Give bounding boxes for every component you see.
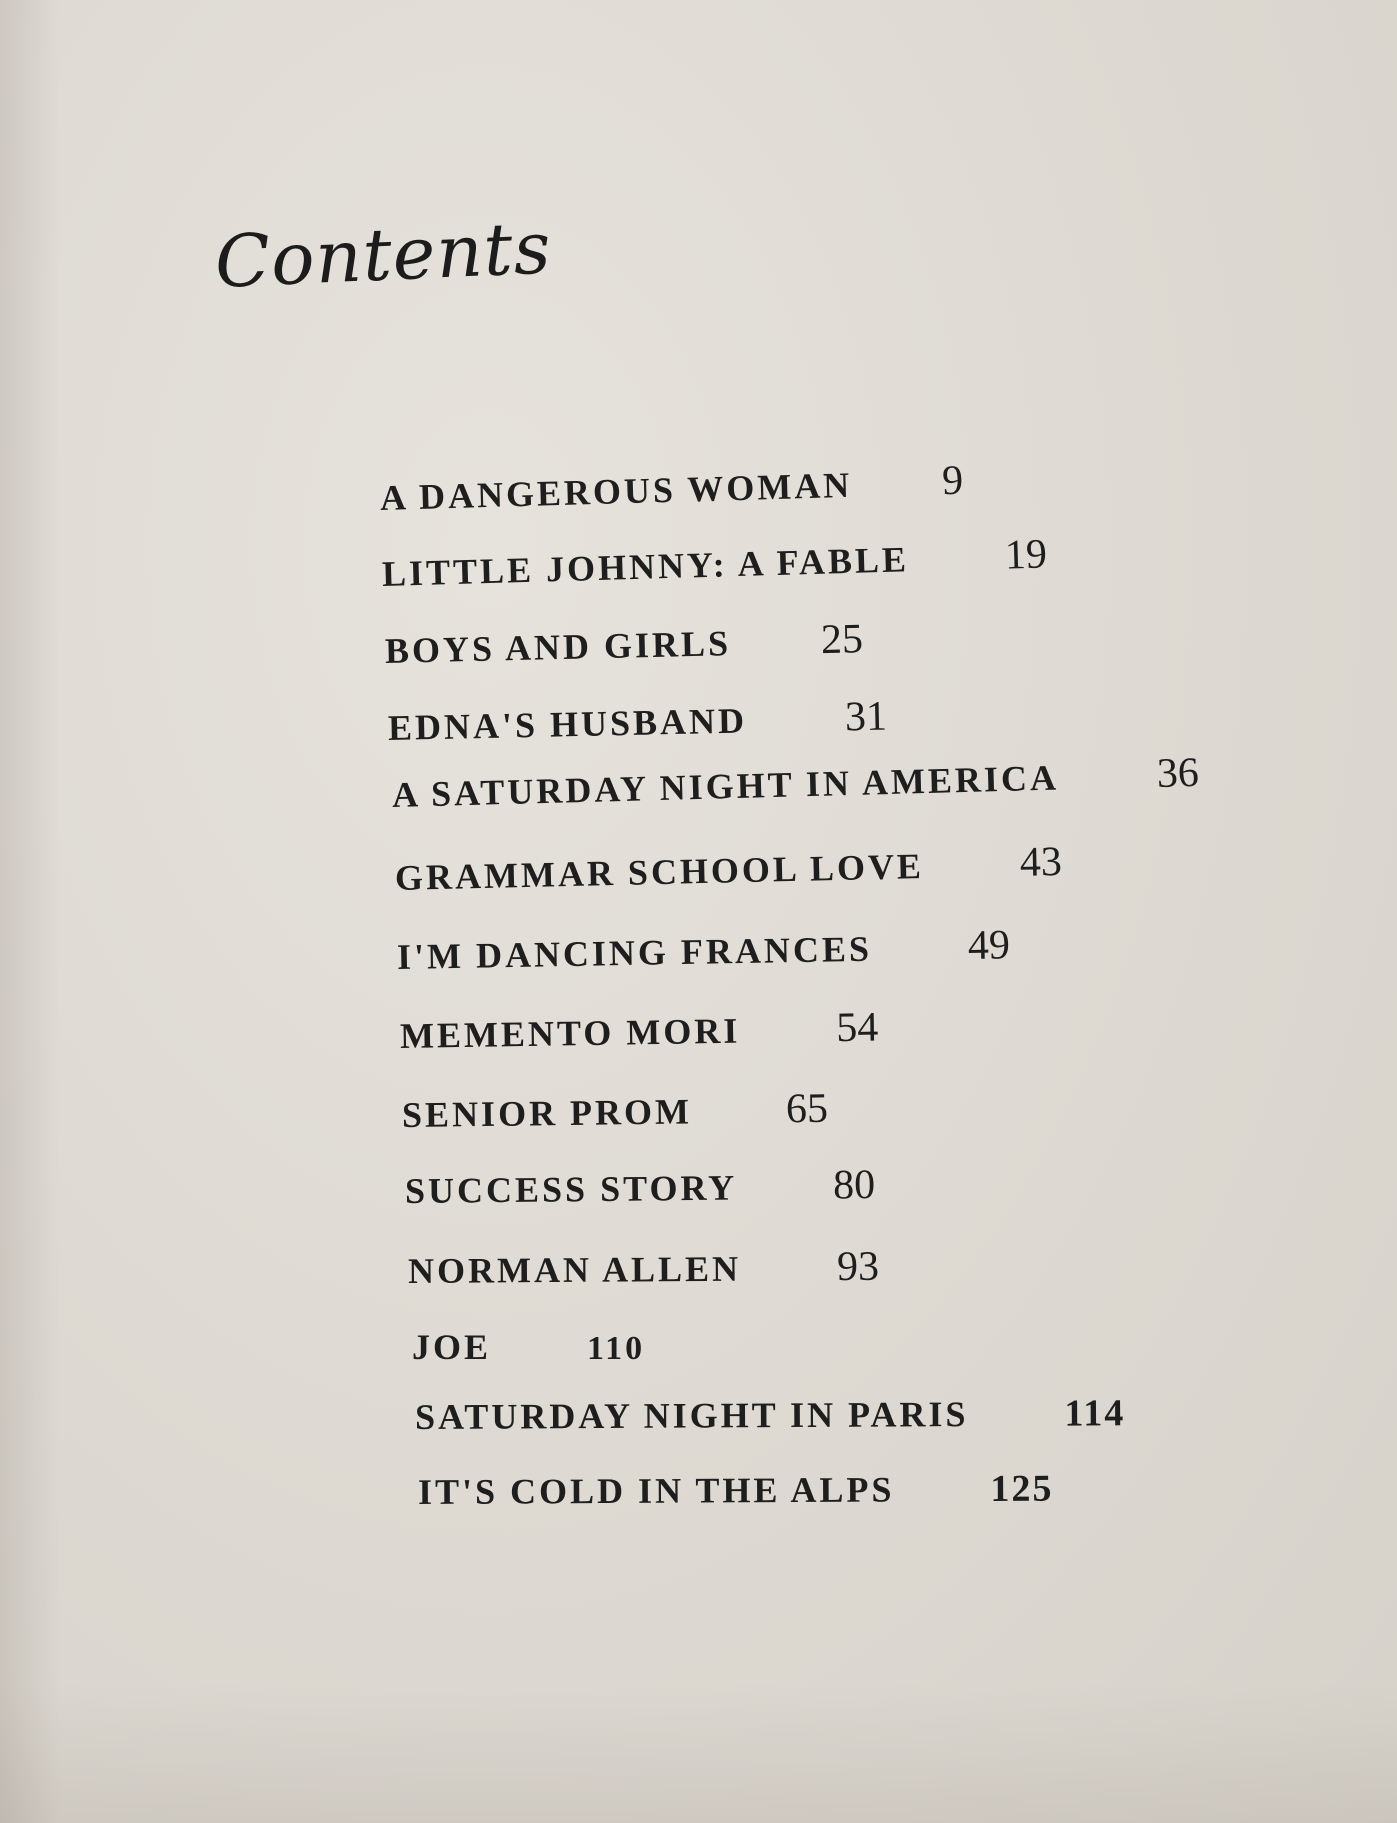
toc-entry xyxy=(397,921,1011,980)
entry-page-number: 19 xyxy=(1004,531,1048,579)
toc-entry xyxy=(381,530,1047,597)
entry-page-number: 31 xyxy=(844,693,888,741)
entry-title: IT'S COLD IN THE ALPS xyxy=(417,1469,895,1512)
toc-entry xyxy=(384,615,863,674)
toc-entry xyxy=(387,693,887,751)
toc-entry xyxy=(400,1003,879,1059)
entry-page-number: 43 xyxy=(1019,838,1063,886)
entry-page-number: 9 xyxy=(941,457,964,505)
entry-page-number: 110 xyxy=(587,1330,646,1367)
entry-title: EDNA'S HUSBAND xyxy=(387,700,748,748)
toc-entry xyxy=(402,1085,829,1138)
entry-title: JOE xyxy=(412,1327,492,1367)
toc-entry xyxy=(418,1467,1054,1514)
entry-title: A DANGEROUS WOMAN xyxy=(379,464,853,518)
entry-page-number: 54 xyxy=(835,1004,879,1052)
entry-page-number: 65 xyxy=(785,1085,829,1133)
toc-entry xyxy=(412,1326,645,1368)
toc-entry xyxy=(394,838,1062,901)
entry-page-number: 80 xyxy=(832,1162,876,1209)
entry-page-number: 25 xyxy=(820,616,864,664)
entry-page-number: 49 xyxy=(967,922,1011,970)
toc-entry xyxy=(391,749,1199,818)
entry-title: SENIOR PROM xyxy=(401,1091,693,1135)
entry-title: GRAMMAR SCHOOL LOVE xyxy=(394,846,925,898)
contents-heading: Contents xyxy=(213,205,554,304)
toc-entry xyxy=(405,1161,876,1214)
entry-title: A SATURDAY NIGHT IN AMERICA xyxy=(391,757,1060,815)
toc-entry xyxy=(415,1391,1126,1439)
entry-page-number: 36 xyxy=(1156,749,1200,797)
entry-title: BOYS AND GIRLS xyxy=(384,623,732,671)
toc-entry xyxy=(379,457,963,521)
entry-page-number: 114 xyxy=(1064,1392,1126,1435)
entry-title: NORMAN ALLEN xyxy=(407,1248,742,1291)
entry-title: MEMENTO MORI xyxy=(399,1010,741,1056)
entry-title: SATURDAY NIGHT IN PARIS xyxy=(414,1394,969,1437)
entry-title: SUCCESS STORY xyxy=(404,1167,738,1211)
toc-entry xyxy=(408,1243,879,1294)
entry-title: LITTLE JOHNNY: A FABLE xyxy=(381,539,910,594)
entry-title: I'M DANCING FRANCES xyxy=(396,928,873,977)
entry-page-number: 93 xyxy=(836,1243,880,1291)
entry-page-number: 125 xyxy=(990,1467,1054,1511)
